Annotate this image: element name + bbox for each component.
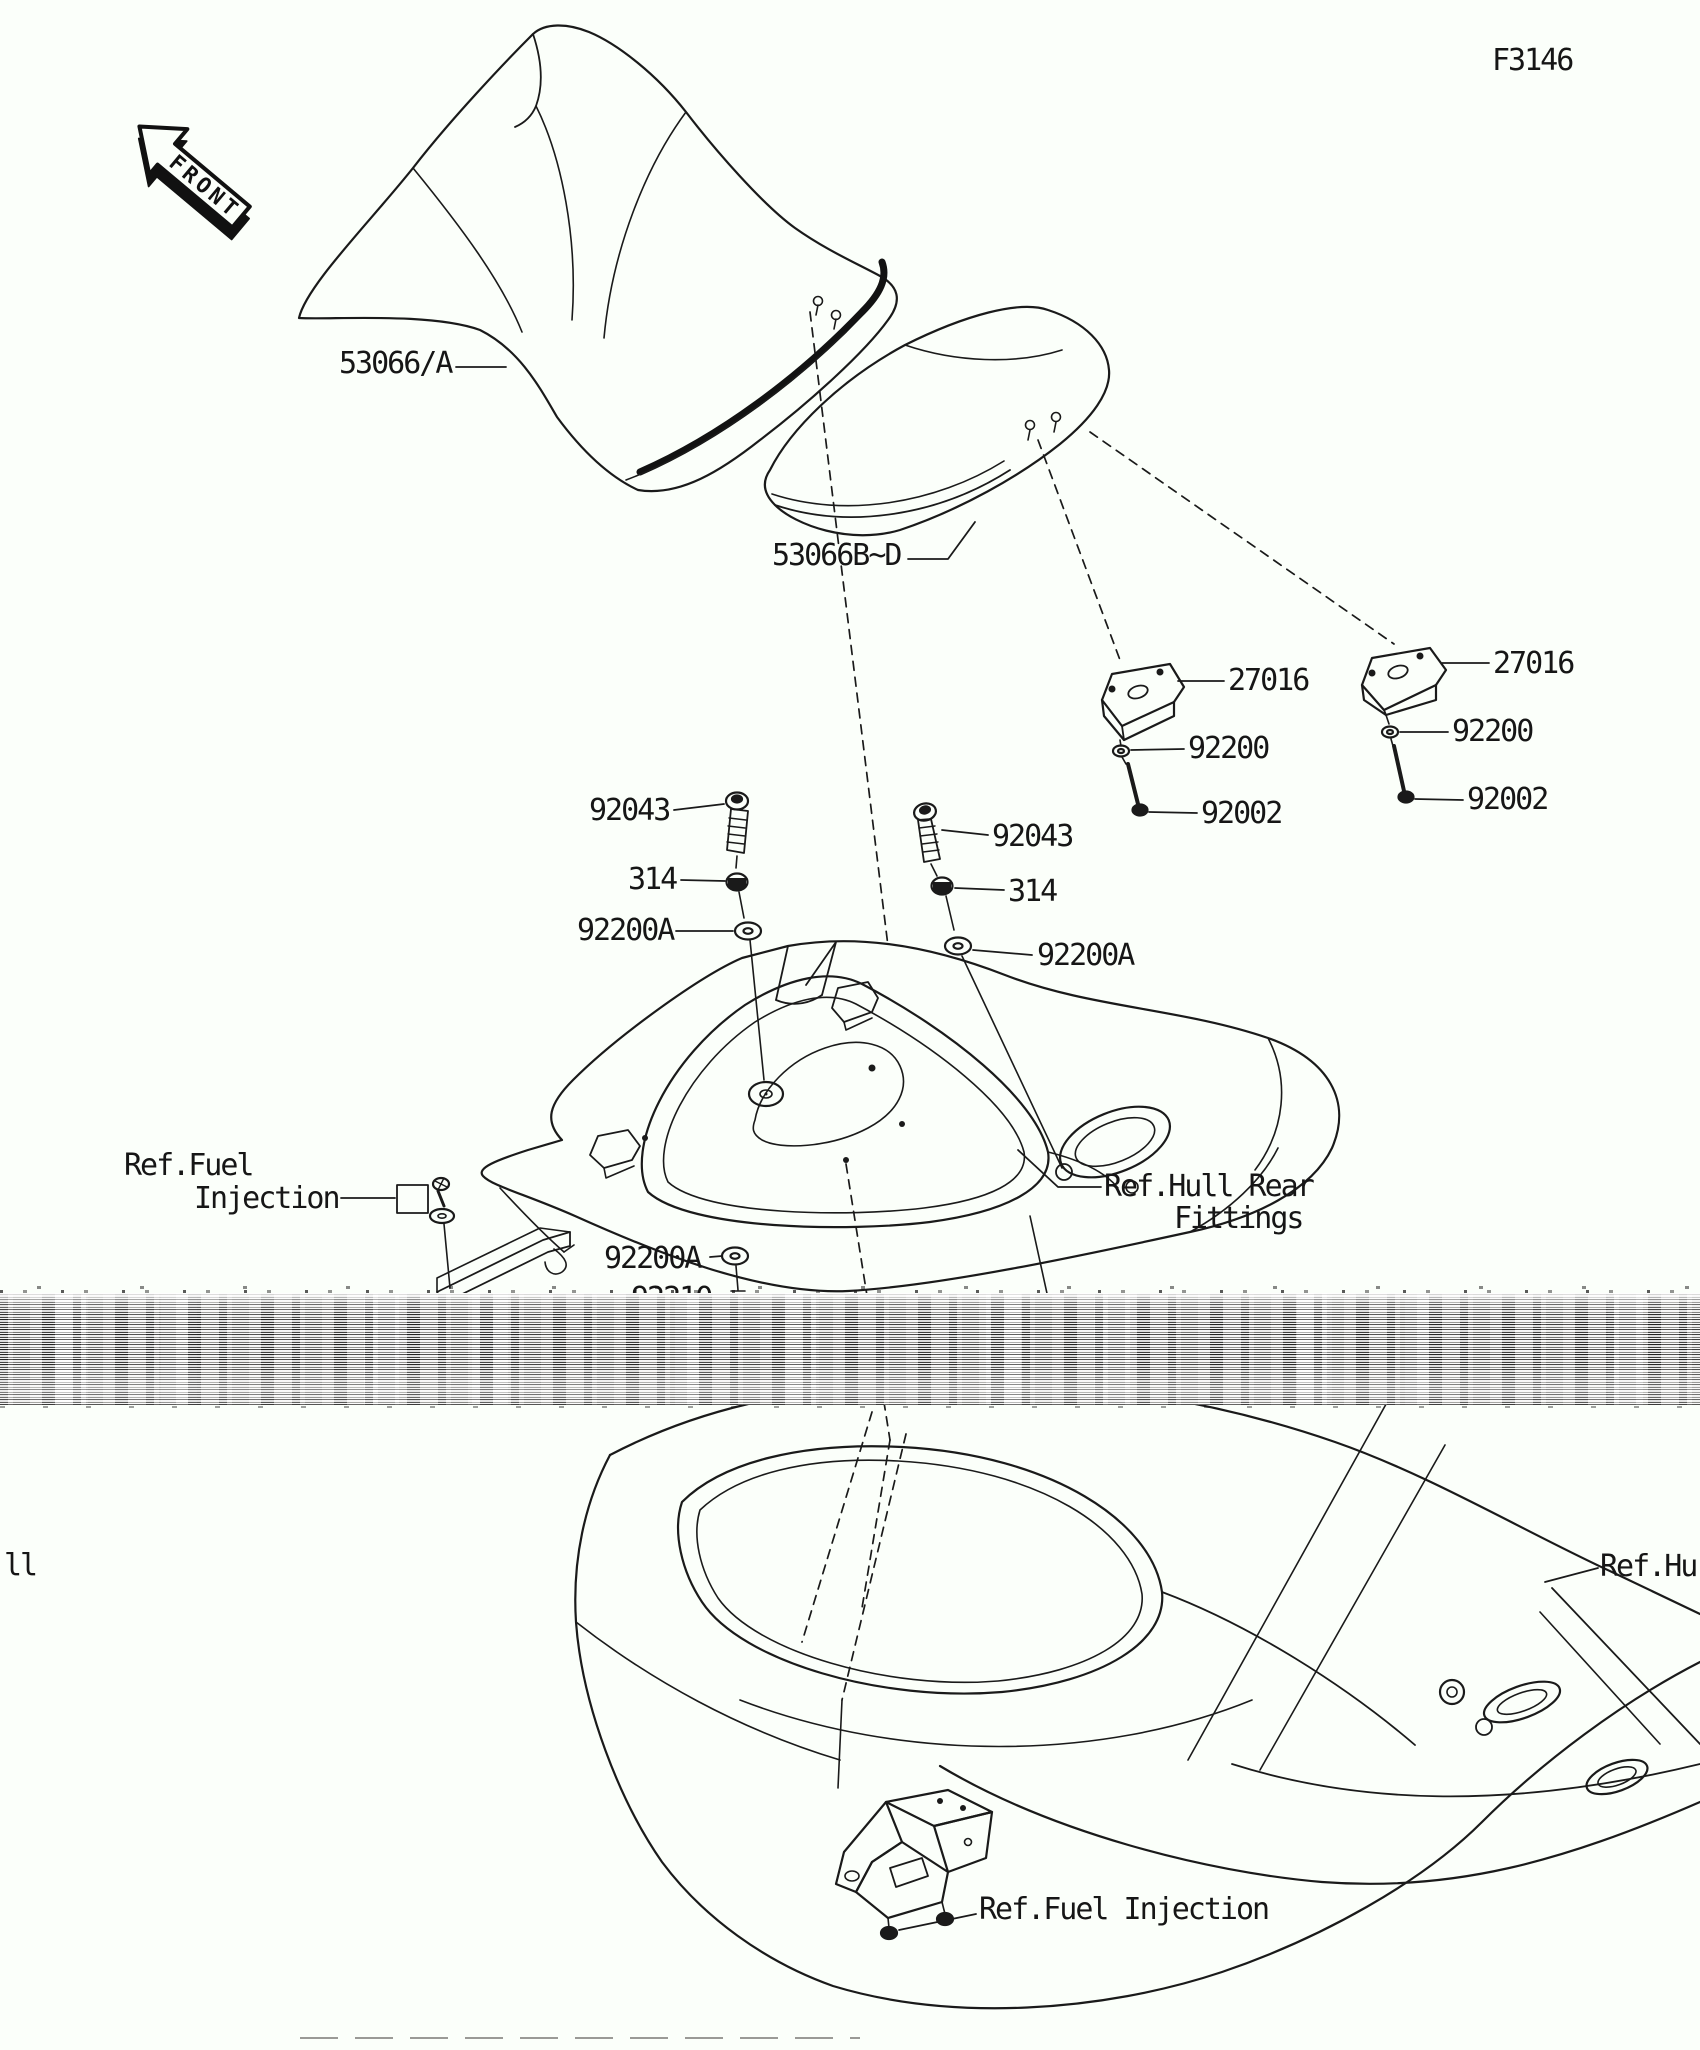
scan-edge-artifact <box>300 2037 860 2039</box>
fastener-column-right <box>912 801 1072 1180</box>
callout-screw-right: 92043 <box>992 819 1073 854</box>
fuel-injection-bracket-drawing <box>836 1790 992 1939</box>
fastener-column-left <box>674 793 764 1081</box>
seat-front-drawing <box>299 25 897 491</box>
figure-code: F3146 <box>1492 43 1573 78</box>
ref-hull-rear-line2: Fittings <box>1174 1201 1303 1236</box>
front-direction-icon <box>114 104 268 249</box>
alignment-dashed-lines <box>802 312 1394 1700</box>
callout-bolt-left: 92002 <box>1201 796 1282 831</box>
seat-rear-drawing <box>765 307 1109 535</box>
callout-washer-left: 92200 <box>1188 731 1269 766</box>
fuel-injection-mid-drawing <box>341 1178 570 1303</box>
callout-washer-a-top-left: 92200A <box>577 913 674 948</box>
callout-washer-a-top-right: 92200A <box>1037 938 1134 973</box>
ref-fuel-injection-mid-line1: Ref.Fuel <box>124 1148 253 1183</box>
callout-seat-rear: 53066B~D <box>772 538 901 573</box>
ref-hull-right-clipped: Ref.Hu <box>1600 1549 1697 1584</box>
callout-bolt-right: 92002 <box>1467 782 1548 817</box>
ref-fuel-injection-bottom: Ref.Fuel Injection <box>979 1892 1269 1927</box>
front-label: FRONT <box>163 150 246 225</box>
callout-washer-right: 92200 <box>1452 714 1533 749</box>
callout-seat-front: 53066/A <box>339 346 452 381</box>
callout-bracket-right: 27016 <box>1493 646 1574 681</box>
ref-hull-rear-line1: Ref.Hull Rear <box>1104 1169 1313 1204</box>
callout-nut-left: 314 <box>628 862 677 897</box>
ref-fuel-injection-mid-line2: Injection <box>194 1181 339 1216</box>
scan-noise-band <box>0 1293 1700 1405</box>
callout-washer-a-bottom-left: 92200A <box>604 1241 701 1276</box>
callout-screw-left: 92043 <box>589 793 670 828</box>
callout-nut-right: 314 <box>1008 874 1057 909</box>
ref-hull-left-clipped: ll <box>4 1548 37 1583</box>
callout-bracket-left: 27016 <box>1228 663 1309 698</box>
